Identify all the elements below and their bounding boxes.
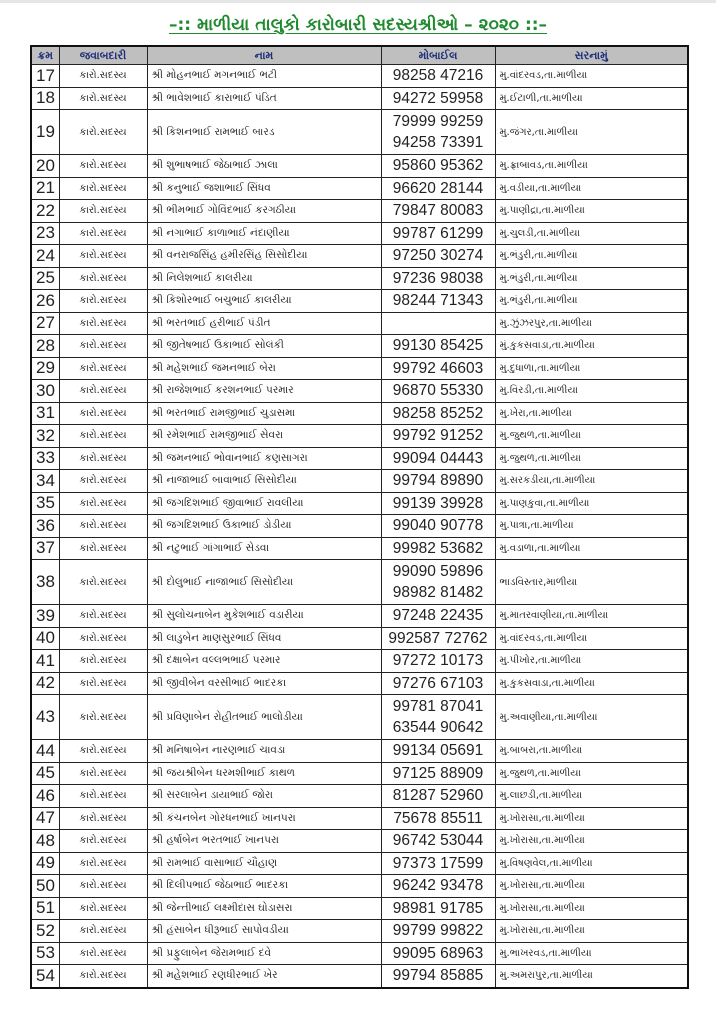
member-name: શ્રી મોહનભાઈ મગનભાઈ ભટી: [147, 65, 381, 88]
serial-number: 48: [31, 830, 59, 853]
member-role: કારો.સદસ્ય: [59, 830, 147, 853]
table-row: [31, 110, 688, 155]
member-role: કારો.સદસ્ય: [59, 65, 147, 88]
member-role: કારો.સદસ્ય: [59, 402, 147, 425]
member-mobile: [381, 807, 495, 830]
serial-number: 42: [31, 672, 59, 695]
member-address: મુ.જુથળ,તા.માળીયા: [495, 425, 688, 448]
mobile-number: 81287 52960: [392, 787, 484, 805]
table-row: [31, 920, 688, 943]
mobile-number: 99982 53682: [392, 539, 484, 557]
table-row: [31, 672, 688, 695]
member-role: કારો.સદસ્ય: [59, 470, 147, 493]
member-name: શ્રી મનિષાબેન નારણભાઈ ચાવડા: [147, 740, 381, 763]
member-name: શ્રી જેન્તીભાઈ લક્ષ્મીદાસ ઘોડાસરા: [147, 897, 381, 920]
mobile-number: 99090 59896: [392, 563, 484, 580]
mobile-number: 98258 47216: [392, 67, 484, 85]
member-role: કારો.સદસ્ય: [59, 942, 147, 965]
mobile-number: 96870 55330: [392, 382, 484, 400]
member-name: શ્રી દિલીપભાઈ જેઠાભાઈ ભાદરકા: [147, 875, 381, 898]
mobile-number: 99794 85885: [392, 967, 484, 985]
table-row: [31, 852, 688, 875]
member-name: શ્રી નાજાભાઈ બાવાભાઈ સિસોદીયા: [147, 470, 381, 493]
member-mobile: [381, 110, 495, 155]
member-role: કારો.સદસ્ય: [59, 447, 147, 470]
member-address: મુ.ભાખરવડ,તા.માળીયા: [495, 942, 688, 965]
top-divider: [0, 0, 716, 3]
mobile-number: 97373 17599: [392, 854, 484, 872]
serial-number: 30: [31, 380, 59, 403]
member-address: મુ.વડીયા,તા.માળીયા: [495, 177, 688, 200]
member-role: કારો.સદસ્ય: [59, 537, 147, 560]
mobile-number: 99794 89890: [392, 472, 484, 490]
member-mobile: [381, 425, 495, 448]
member-address: મુ.ફ્રાબાવડ,તા.માળીયા: [495, 155, 688, 178]
member-name: શ્રી કિશોરભાઈ બચુભાઈ કાલરીયા: [147, 290, 381, 313]
serial-number: 53: [31, 942, 59, 965]
mobile-number: 98982 81482: [392, 584, 484, 601]
serial-number: 23: [31, 222, 59, 245]
mobile-number: 94272 59958: [392, 89, 484, 107]
member-role: કારો.સદસ્ય: [59, 920, 147, 943]
member-name: શ્રી નિલેશભાઈ કાલરીયા: [147, 267, 381, 290]
serial-number: 46: [31, 785, 59, 808]
header-mobile: મોબાઈલ: [381, 46, 495, 65]
member-mobile: [381, 605, 495, 628]
member-role: કારો.સદસ્ય: [59, 762, 147, 785]
member-address: મુ.ખોરાસા,તા.માળીયા: [495, 830, 688, 853]
member-address: મુ.ખોરાસા,તા.માળીયા: [495, 920, 688, 943]
member-address: મુ.વડાળા,તા.માળીયા: [495, 537, 688, 560]
member-mobile: [381, 897, 495, 920]
table-row: [31, 807, 688, 830]
serial-number: 17: [31, 65, 59, 88]
member-name: શ્રી મહેશભાઈ જમનભાઈ બેરા: [147, 357, 381, 380]
mobile-number: 99787 61299: [392, 224, 484, 242]
member-mobile: [381, 942, 495, 965]
table-row: [31, 200, 688, 223]
serial-number: 24: [31, 245, 59, 268]
member-role: કારો.સદસ્ય: [59, 965, 147, 988]
member-name: શ્રી ભાવેશભાઈ કારાભાઈ પંડિત: [147, 87, 381, 110]
member-address: મુ.અવાણીયા,તા.માળીયા: [495, 695, 688, 740]
member-name: શ્રી નટુભાઈ ગાંગાભાઈ સેડવા: [147, 537, 381, 560]
page-title-text: –:: માળીયા તાલુકો કારોબારી સદસ્યશ્રીઓ – ૨૦૨૦ ::–: [168, 15, 548, 35]
member-address: મુ.વાંદરવડ,તા.માળીયા: [495, 65, 688, 88]
serial-number: 38: [31, 560, 59, 605]
serial-number: 19: [31, 110, 59, 155]
header-name: નામ: [147, 46, 381, 65]
table-header-row: [31, 46, 688, 65]
mobile-number: 98258 85252: [392, 404, 484, 422]
mobile-number: 97250 30274: [392, 247, 484, 265]
member-address: મુ.પાણકુવા,તા.માળીયા: [495, 492, 688, 515]
member-role: કારો.સદસ્ય: [59, 222, 147, 245]
member-name: શ્રી રામભાઈ વાસાભાઈ ચૌહાણ: [147, 852, 381, 875]
table-row: [31, 290, 688, 313]
serial-number: 28: [31, 335, 59, 358]
member-role: કારો.સદસ્ય: [59, 200, 147, 223]
member-name: શ્રી ભીમભાઈ ગોવિંદભાઈ કરગઠીયા: [147, 200, 381, 223]
member-mobile: [381, 290, 495, 313]
table-row: [31, 222, 688, 245]
table-row: [31, 65, 688, 88]
member-address: મુ.વિરડી,તા.માળીયા: [495, 380, 688, 403]
table-row: [31, 965, 688, 988]
serial-number: 22: [31, 200, 59, 223]
member-name: શ્રી કિશનભાઈ રામભાઈ બારડ: [147, 110, 381, 155]
member-role: કારો.સદસ્ય: [59, 380, 147, 403]
member-address: મુ.માતરવાણીયા,તા.માળીયા: [495, 605, 688, 628]
member-address: મુ.અમરાપુર,તા.માળીયા: [495, 965, 688, 988]
member-mobile: [381, 740, 495, 763]
serial-number: 40: [31, 627, 59, 650]
table-row: [31, 87, 688, 110]
member-name: શ્રી દોલુભાઈ નાજાભાઈ સિસોદીયા: [147, 560, 381, 605]
member-role: કારો.સદસ્ય: [59, 852, 147, 875]
member-role: કારો.સદસ્ય: [59, 312, 147, 335]
member-role: કારો.સદસ્ય: [59, 290, 147, 313]
serial-number: 27: [31, 312, 59, 335]
serial-number: 33: [31, 447, 59, 470]
mobile-number: 99139 39928: [392, 494, 484, 512]
table-row: [31, 312, 688, 335]
member-role: કારો.સદસ્ય: [59, 875, 147, 898]
member-name: શ્રી વનરાજસિંહ હમીરસિંહ સિસોદીયા: [147, 245, 381, 268]
member-address: મુ.વાંદરવડ,તા.માળીયા: [495, 627, 688, 650]
member-role: કારો.સદસ્ય: [59, 267, 147, 290]
member-mobile: [381, 672, 495, 695]
table-row: [31, 447, 688, 470]
table-row: [31, 335, 688, 358]
serial-number: 29: [31, 357, 59, 380]
member-address: મુ.ભંડુરી,તા.માળીયા: [495, 245, 688, 268]
member-address: મુ.ખેરા,તા.માળીયા: [495, 402, 688, 425]
member-address: મુ.ખોરાસા,તા.માળીયા: [495, 897, 688, 920]
mobile-number: 96242 93478: [392, 877, 484, 895]
serial-number: 35: [31, 492, 59, 515]
serial-number: 39: [31, 605, 59, 628]
serial-number: 43: [31, 695, 59, 740]
member-name: શ્રી મહેશભાઈ રણધીરભાઈ ખેર: [147, 965, 381, 988]
mobile-number: 99781 87041: [392, 698, 484, 715]
member-name: શ્રી જગદિશભાઈ ઉકાભાઈ ડોડીયા: [147, 515, 381, 538]
mobile-number: 97125 88909: [392, 764, 484, 782]
serial-number: 36: [31, 515, 59, 538]
member-role: કારો.સદસ્ય: [59, 807, 147, 830]
serial-number: 45: [31, 762, 59, 785]
member-role: કારો.સદસ્ય: [59, 425, 147, 448]
table-row: [31, 695, 688, 740]
member-role: કારો.સદસ્ય: [59, 740, 147, 763]
member-name: શ્રી રમેશભાઈ રામજીભાઈ સેવરા: [147, 425, 381, 448]
member-address: મુ.જુથળ,તા.માળીયા: [495, 762, 688, 785]
member-mobile: [381, 762, 495, 785]
member-address: મુ.જંગર,તા.માળીયા: [495, 110, 688, 155]
member-name: શ્રી પ્રફુલાબેન જેરામભાઈ દવે: [147, 942, 381, 965]
member-mobile: [381, 492, 495, 515]
member-mobile: [381, 200, 495, 223]
member-name: શ્રી જીવીબેન વરસીભાઈ ભાદરકા: [147, 672, 381, 695]
member-mobile: [381, 695, 495, 740]
member-role: કારો.સદસ્ય: [59, 357, 147, 380]
member-role: કારો.સદસ્ય: [59, 650, 147, 673]
mobile-number: 992587 72762: [388, 629, 488, 647]
member-mobile: [381, 335, 495, 358]
member-mobile: [381, 87, 495, 110]
table-body: [31, 65, 688, 988]
member-mobile: [381, 537, 495, 560]
member-mobile: [381, 65, 495, 88]
member-address: મુ.જુથળ,તા.માળીયા: [495, 447, 688, 470]
member-mobile: [381, 470, 495, 493]
member-role: કારો.સદસ્ય: [59, 245, 147, 268]
member-name: શ્રી લાડુબેન માણસુરભાઈ સિંધવ: [147, 627, 381, 650]
member-address: મુ.ખોરાસા,તા.માળીયા: [495, 875, 688, 898]
member-role: કારો.સદસ્ય: [59, 110, 147, 155]
member-role: કારો.સદસ્ય: [59, 672, 147, 695]
member-role: કારો.સદસ્ય: [59, 177, 147, 200]
table-row: [31, 425, 688, 448]
member-mobile: [381, 515, 495, 538]
member-name: શ્રી ભરતભાઈ હરીભાઈ પંડીત: [147, 312, 381, 335]
serial-number: 47: [31, 807, 59, 830]
serial-number: 51: [31, 897, 59, 920]
member-mobile: [381, 627, 495, 650]
member-address: મુ.ઝુંઝરપુર,તા.માળીયા: [495, 312, 688, 335]
member-mobile: [381, 447, 495, 470]
serial-number: 37: [31, 537, 59, 560]
member-mobile: [381, 785, 495, 808]
member-name: શ્રી ભરતભાઈ રામજીભાઈ ચુડાસમા: [147, 402, 381, 425]
header-serial: ક્રમ: [31, 46, 59, 65]
member-name: શ્રી હર્ષાબેન ભરતભાઈ ખાનપરા: [147, 830, 381, 853]
serial-number: 44: [31, 740, 59, 763]
table-row: [31, 402, 688, 425]
mobile-number: 95860 95362: [392, 157, 484, 175]
table-row: [31, 875, 688, 898]
table-row: [31, 942, 688, 965]
member-role: કારો.સદસ્ય: [59, 335, 147, 358]
mobile-number: 99792 46603: [392, 359, 484, 377]
mobile-number: 97248 22435: [392, 607, 484, 625]
table-row: [31, 245, 688, 268]
mobile-number: 98244 71343: [392, 292, 484, 310]
member-address: મું.કુકસવાડા,તા.માળીયા: [495, 335, 688, 358]
member-address: મુ.પીખોર,તા.માળીયા: [495, 650, 688, 673]
member-address: મુ.ચુલડી,તા.માળીયા: [495, 222, 688, 245]
member-role: કારો.સદસ્ય: [59, 515, 147, 538]
mobile-number: 99134 05691: [392, 742, 484, 760]
member-mobile: [381, 830, 495, 853]
member-role: કારો.સદસ્ય: [59, 87, 147, 110]
table-row: [31, 605, 688, 628]
member-name: શ્રી રાજેશભાઈ કરશનભાઈ પરમાર: [147, 380, 381, 403]
mobile-number: 97272 10173: [392, 652, 484, 670]
mobile-number: 99095 68963: [392, 944, 484, 962]
serial-number: 31: [31, 402, 59, 425]
member-address: મુ.ભંડુરી,તા.માળીયા: [495, 290, 688, 313]
mobile-number: 96620 28144: [392, 179, 484, 197]
table-row: [31, 627, 688, 650]
member-role: કારો.સદસ્ય: [59, 785, 147, 808]
serial-number: 50: [31, 875, 59, 898]
member-role: કારો.સદસ્ય: [59, 605, 147, 628]
serial-number: 25: [31, 267, 59, 290]
serial-number: 49: [31, 852, 59, 875]
table-row: [31, 537, 688, 560]
mobile-number: 99094 04443: [392, 449, 484, 467]
mobile-number: 96742 53044: [392, 832, 484, 850]
mobile-number: 99792 91252: [392, 427, 484, 445]
member-name: શ્રી કંચનબેન ગોરધનભાઈ ખાનપરા: [147, 807, 381, 830]
member-mobile: [381, 357, 495, 380]
member-role: કારો.સદસ્ય: [59, 695, 147, 740]
member-name: શ્રી કનુભાઈ જશાભાઈ સિંધવ: [147, 177, 381, 200]
member-mobile: [381, 245, 495, 268]
member-address: મુ.પાત્રા,તા.માળીયા: [495, 515, 688, 538]
member-address: મુ.ઈટાળી,તા.માળીયા: [495, 87, 688, 110]
member-name: શ્રી જગદિશભાઈ જીવાભાઈ રાવલીયા: [147, 492, 381, 515]
table-row: [31, 492, 688, 515]
member-name: શ્રી જીતેષભાઈ ઉકાભાઈ સોલંકી: [147, 335, 381, 358]
member-mobile: [381, 852, 495, 875]
mobile-number: 97236 98038: [392, 269, 484, 287]
member-role: કારો.સદસ્ય: [59, 155, 147, 178]
member-name: શ્રી સરલાબેન ડાયાભાઈ જોરા: [147, 785, 381, 808]
table-row: [31, 785, 688, 808]
member-role: કારો.સદસ્ય: [59, 627, 147, 650]
member-name: શ્રી જમનભાઈ ભોવાનભાઈ કણસાગરા: [147, 447, 381, 470]
table-row: [31, 650, 688, 673]
mobile-number: 99799 99822: [392, 922, 484, 940]
member-address: ભાડવિસ્તાર,માળીયા: [495, 560, 688, 605]
member-address: મુ.વિષણવેલ,તા.માળીયા: [495, 852, 688, 875]
table-row: [31, 560, 688, 605]
serial-number: 52: [31, 920, 59, 943]
table-row: [31, 740, 688, 763]
member-mobile: [381, 875, 495, 898]
table-row: [31, 515, 688, 538]
header-role: જવાબદારી: [59, 46, 147, 65]
mobile-number: 94258 73391: [392, 134, 484, 151]
members-table: [30, 45, 689, 989]
mobile-number: 97276 67103: [392, 674, 484, 692]
member-address: મુ.સરકડીયા,તા.માળીયા: [495, 470, 688, 493]
member-mobile: [381, 177, 495, 200]
member-address: મુ.ભંડુરી,તા.માળીયા: [495, 267, 688, 290]
member-address: મુ.ખોરાસા,તા.માળીયા: [495, 807, 688, 830]
mobile-number: 79999 99259: [392, 113, 484, 130]
mobile-number: 99130 85425: [392, 337, 484, 355]
serial-number: 41: [31, 650, 59, 673]
member-mobile: [381, 222, 495, 245]
member-role: કારો.સદસ્ય: [59, 897, 147, 920]
serial-number: 34: [31, 470, 59, 493]
member-address: મુ.લાછડી,તા.માળીયા: [495, 785, 688, 808]
member-name: શ્રી શુભાષભાઈ જેઠાભાઈ ઝાલા: [147, 155, 381, 178]
member-mobile: [381, 560, 495, 605]
serial-number: 26: [31, 290, 59, 313]
table-row: [31, 762, 688, 785]
mobile-number: 98981 91785: [392, 899, 484, 917]
member-mobile: [381, 402, 495, 425]
table-row: [31, 267, 688, 290]
member-address: મુ.બાબરા,તા.માળીયા: [495, 740, 688, 763]
table-row: [31, 155, 688, 178]
page-title: [0, 14, 716, 36]
table-row: [31, 470, 688, 493]
member-mobile: [381, 920, 495, 943]
member-address: મુ.દુધાળા,તા.માળીયા: [495, 357, 688, 380]
serial-number: 18: [31, 87, 59, 110]
member-name: શ્રી દક્ષાબેન વલ્લભભાઈ પરમાર: [147, 650, 381, 673]
member-name: શ્રી જયશ્રીબેન ધરમશીભાઈ કાથળ: [147, 762, 381, 785]
member-mobile: [381, 155, 495, 178]
member-role: કારો.સદસ્ય: [59, 492, 147, 515]
member-name: શ્રી હંસાબેન ધીરૂભાઈ સાપોવડીયા: [147, 920, 381, 943]
table-row: [31, 897, 688, 920]
table-row: [31, 830, 688, 853]
serial-number: 20: [31, 155, 59, 178]
member-mobile: [381, 312, 495, 335]
table-row: [31, 380, 688, 403]
member-address: મુ.કુકસવાડા,તા.માળીયા: [495, 672, 688, 695]
header-address: સરનામું: [495, 46, 688, 65]
member-role: કારો.સદસ્ય: [59, 560, 147, 605]
serial-number: 32: [31, 425, 59, 448]
mobile-number: 63544 90642: [392, 719, 484, 736]
mobile-number: 79847 80083: [392, 202, 484, 220]
mobile-number: 99040 90778: [392, 517, 484, 535]
table-row: [31, 177, 688, 200]
member-mobile: [381, 650, 495, 673]
member-address: મુ.પાણીદ્રા,તા.માળીયા: [495, 200, 688, 223]
member-name: શ્રી પ્રવિણાબેન રોહીતભાઈ ભાલોડીયા: [147, 695, 381, 740]
mobile-number: 75678 85511: [393, 809, 483, 827]
serial-number: 21: [31, 177, 59, 200]
member-mobile: [381, 965, 495, 988]
table-row: [31, 357, 688, 380]
serial-number: 54: [31, 965, 59, 988]
member-name: શ્રી સુલોચનાબેન મુકેશભાઈ વડારીયા: [147, 605, 381, 628]
member-mobile: [381, 380, 495, 403]
member-mobile: [381, 267, 495, 290]
member-name: શ્રી નગાભાઈ કાળાભાઈ નંદાણીયા: [147, 222, 381, 245]
